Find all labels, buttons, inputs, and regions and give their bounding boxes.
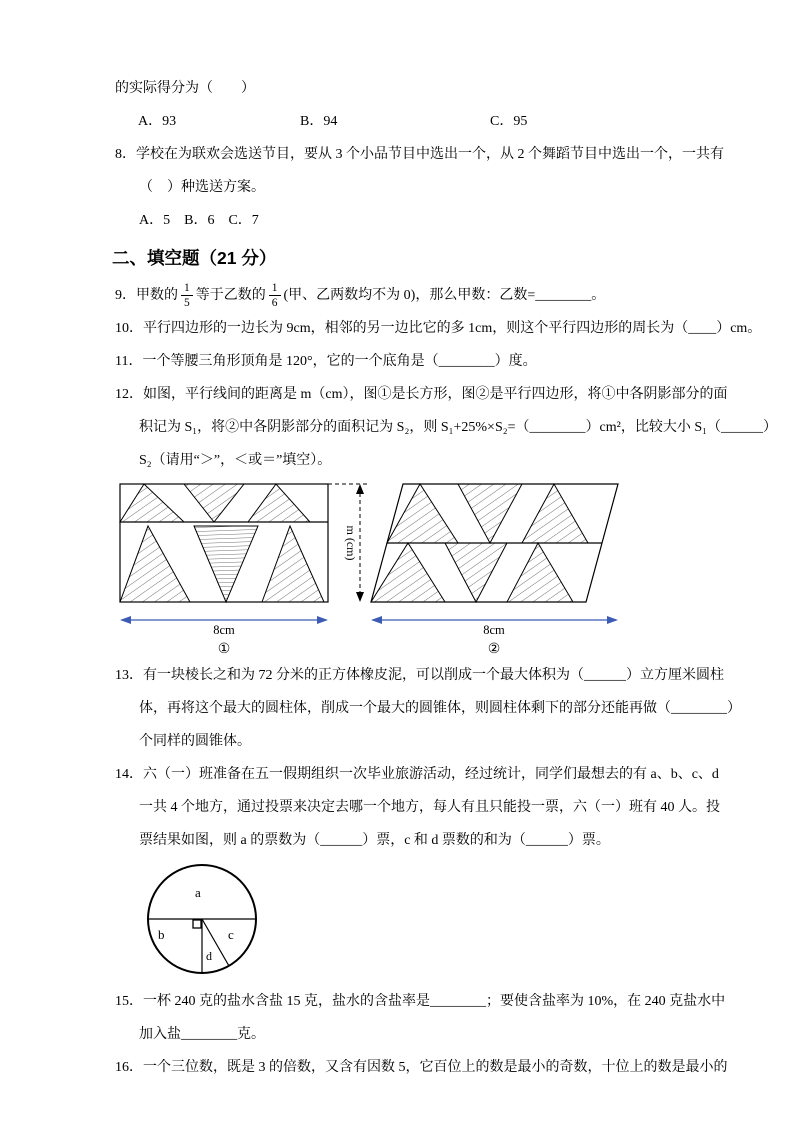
question-11: 11．一个等腰三角形顶角是 120°，它的一个底角是（________）度。 [115, 354, 537, 369]
question-8-line-2: （ ）种选送方案。 [139, 180, 265, 195]
question-7-options [112, 105, 715, 138]
q7-option-b: B．94 [300, 114, 338, 129]
q7-option-c: C．95 [490, 114, 528, 129]
section-2-heading: 二、填空题（21 分） [112, 248, 277, 268]
question-12-line-2: 积记为 S₁，将②中各阴影部分的面积记为 S₂，则 S₁+25%×S₂=（________）cm²，比较大小 S₁（______） [139, 420, 777, 435]
q7-option-a: A．93 [138, 114, 177, 129]
q9-part-2: 等于乙数的 [195, 288, 266, 303]
pie-chart-q14-svg [130, 859, 280, 981]
fraction-numerator: 1 [269, 282, 281, 296]
pie-label-a: a [195, 885, 201, 900]
question-15-line-2: 加入盐________克。 [139, 1027, 265, 1042]
question-12-line-1: 12．如图，平行线间的距离是 m（cm），图①是长方形，图②是平行四边形，将①中各阴影部分的面 [115, 387, 728, 402]
fraction-denominator: 6 [271, 297, 278, 310]
pie-chart-q14 [130, 859, 715, 981]
question-8-options: A．5 B．6 C．7 [139, 213, 259, 228]
question-9 [112, 279, 715, 312]
question-16: 16．一个三位数，既是 3 的倍数，又含有因数 5，它百位上的数是最小的奇数，十位上的数是最小的 [115, 1060, 728, 1075]
pie-chart-outline [148, 865, 256, 973]
figure12-width-label-1: 8cm [213, 623, 235, 637]
question-12-line-3: S₂（请用“＞”，＜或＝”填空）。 [139, 453, 332, 468]
fraction-denominator: 5 [184, 297, 190, 310]
fraction-one-fifth [181, 282, 193, 309]
q9-part-3: (甲、乙两数均不为 0)，那么甲数：乙数=________。 [283, 288, 606, 303]
pie-label-d: d [206, 949, 212, 963]
pie-label-c: c [228, 927, 234, 942]
question-13-line-1: 13．有一块棱长之和为 72 分米的正方体橡皮泥，可以削成一个最大体积为（______）立方厘米圆柱 [115, 668, 724, 683]
question-7-tail: 的实际得分为（ ） [115, 81, 255, 96]
question-10: 10．平行四边形的一边长为 9cm，相邻的另一边比它的多 1cm，则这个平行四边形的周长为（____）cm。 [115, 321, 762, 336]
figure-q12 [118, 482, 715, 657]
question-14-line-2: 一共 4 个地方，通过投票来决定去哪一个地方，每人有且只能投一票，六（一）班有 40 人。投 [139, 800, 720, 815]
figure-q12-svg [118, 482, 623, 657]
right-angle-marker [193, 920, 201, 928]
fraction-numerator: 1 [181, 282, 193, 296]
q9-part-1: 9．甲数的 [115, 288, 178, 303]
question-13-line-2: 体，再将这个最大的圆柱体，削成一个最大的圆锥体，则圆柱体剩下的部分还能再做（________） [139, 701, 741, 716]
question-15-line-1: 15．一杯 240 克的盐水含盐 15 克，盐水的含盐率是________；要使含盐率为 10%，在 240 克盐水中 [115, 994, 726, 1009]
question-8-line-1: 8．学校在为联欢会选送节目，要从 3 个小品节目中选出一个，从 2 个舞蹈节目中选出一个，一共有 [115, 147, 724, 162]
pie-label-b: b [158, 927, 165, 942]
figure12-caption-2: ② [487, 642, 501, 657]
figure12-caption-1: ① [217, 642, 231, 657]
question-13-line-3: 个同样的圆锥体。 [139, 734, 251, 749]
figure12-height-label: m (cm) [344, 525, 358, 561]
figure12-width-label-2: 8cm [483, 623, 505, 637]
fraction-one-sixth [269, 282, 281, 309]
parallelogram-figure [371, 484, 618, 602]
question-14-line-1: 14．六（一）班准备在五一假期组织一次毕业旅游活动，经过统计，同学们最想去的有 a、b、c、d [115, 767, 719, 782]
question-14-line-3: 票结果如图，则 a 的票数为（______）票，c 和 d 票数的和为（______）票。 [139, 833, 610, 848]
rectangle-figure [120, 484, 328, 602]
